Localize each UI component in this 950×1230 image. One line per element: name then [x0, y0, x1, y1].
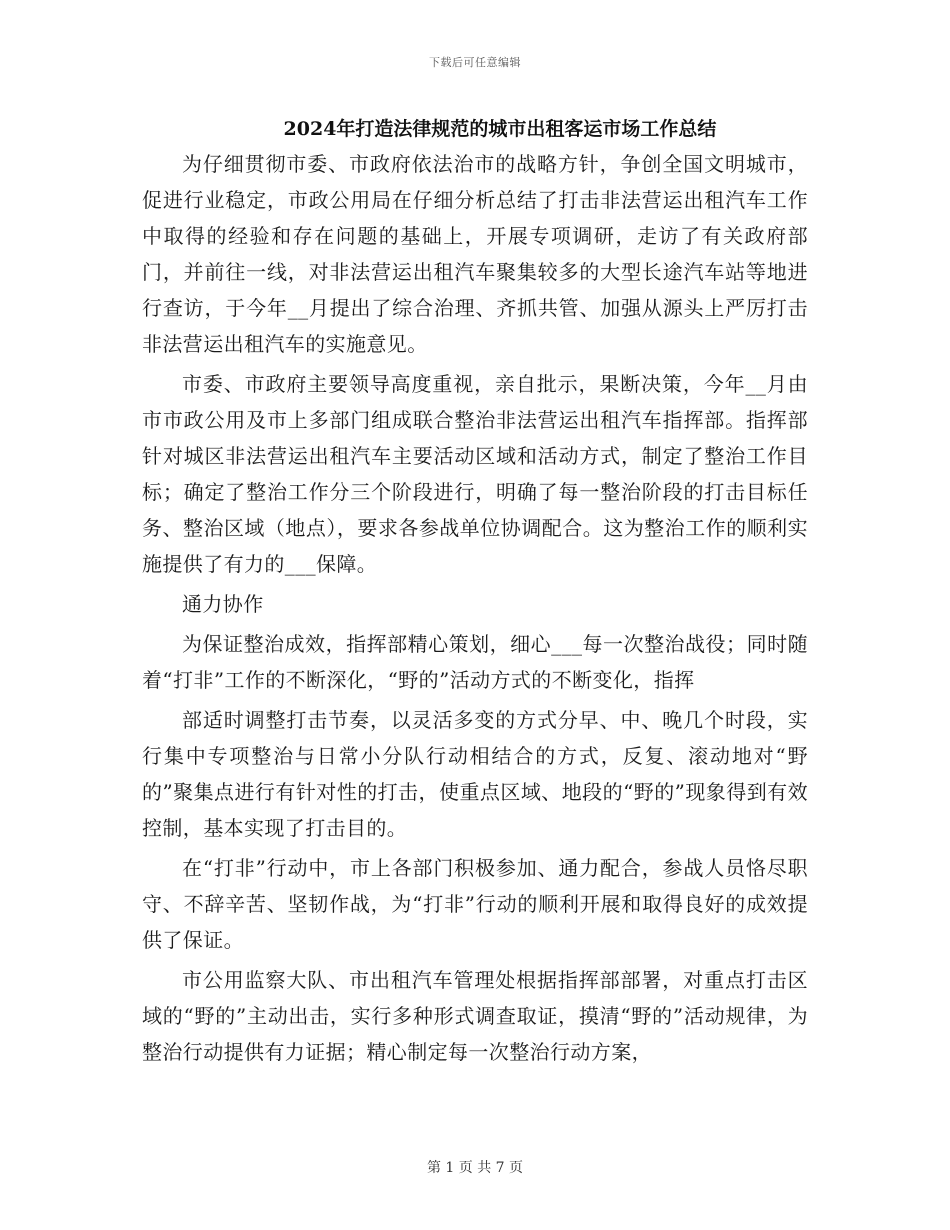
paragraph: 部适时调整打击节奏，以灵活多变的方式分早、中、晚几个时段，实行集中专项整治与日常小分队行动相结合的方式，反复、滚动地对“野的”聚集点进行有针对性的打击，使重点区域、地段的“野的”现象得到有效控制，基本实现了打击目的。 [142, 708, 808, 840]
paragraph: 为保证整治成效，指挥部精心策划，细心___每一次整治战役；同时随着“打非”工作的不断深化，“野的”活动方式的不断变化，指挥 [142, 632, 808, 692]
page-number: 第 1 页 共 7 页 [426, 1160, 524, 1176]
header-note: 下载后可任意编辑 [429, 56, 521, 69]
paragraph: 在“打非”行动中，市上各部门积极参加、通力配合，参战人员恪尽职守、不辞辛苦、坚韧作战，为“打非”行动的顺利开展和取得良好的成效提供了保证。 [142, 856, 808, 952]
paragraph: 市委、市政府主要领导高度重视，亲自批示，果断决策，今年__月由市市政公用及市上多部门组成联合整治非法营运出租汽车指挥部。指挥部针对城区非法营运出租汽车主要活动区域和活动方式，制定了整治工作目标；确定了整治工作分三个阶段进行，明确了每一整治阶段的打击目标任务、整治区域（地点），要求各参战单位协调配合。这为整治工作的顺利实施提供了有力的___保障。 [142, 372, 808, 576]
paragraph: 市公用监察大队、市出租汽车管理处根据指挥部部署，对重点打击区域的“野的”主动出击，实行多种形式调查取证，摸清“野的”活动规律，为整治行动提供有力证据；精心制定每一次整治行动方案， [142, 968, 808, 1064]
paragraph: 为仔细贯彻市委、市政府依法治市的战略方针，争创全国文明城市，促进行业稳定，市政公用局在仔细分析总结了打击非法营运出租汽车工作中取得的经验和存在问题的基础上，开展专项调研，走访了有关政府部门，并前往一线，对非法营运出租汽车聚集较多的大型长途汽车站等地进行查访，于今年__月提出了综合治理、齐抓共管、加强从源头上严厉打击非法营运出租汽车的实施意见。 [142, 152, 808, 356]
document-body [142, 146, 808, 1070]
document-title: 2024年打造法律规范的城市出租客运市场工作总结 [283, 118, 717, 140]
section-heading: 通力协作 [182, 592, 264, 616]
